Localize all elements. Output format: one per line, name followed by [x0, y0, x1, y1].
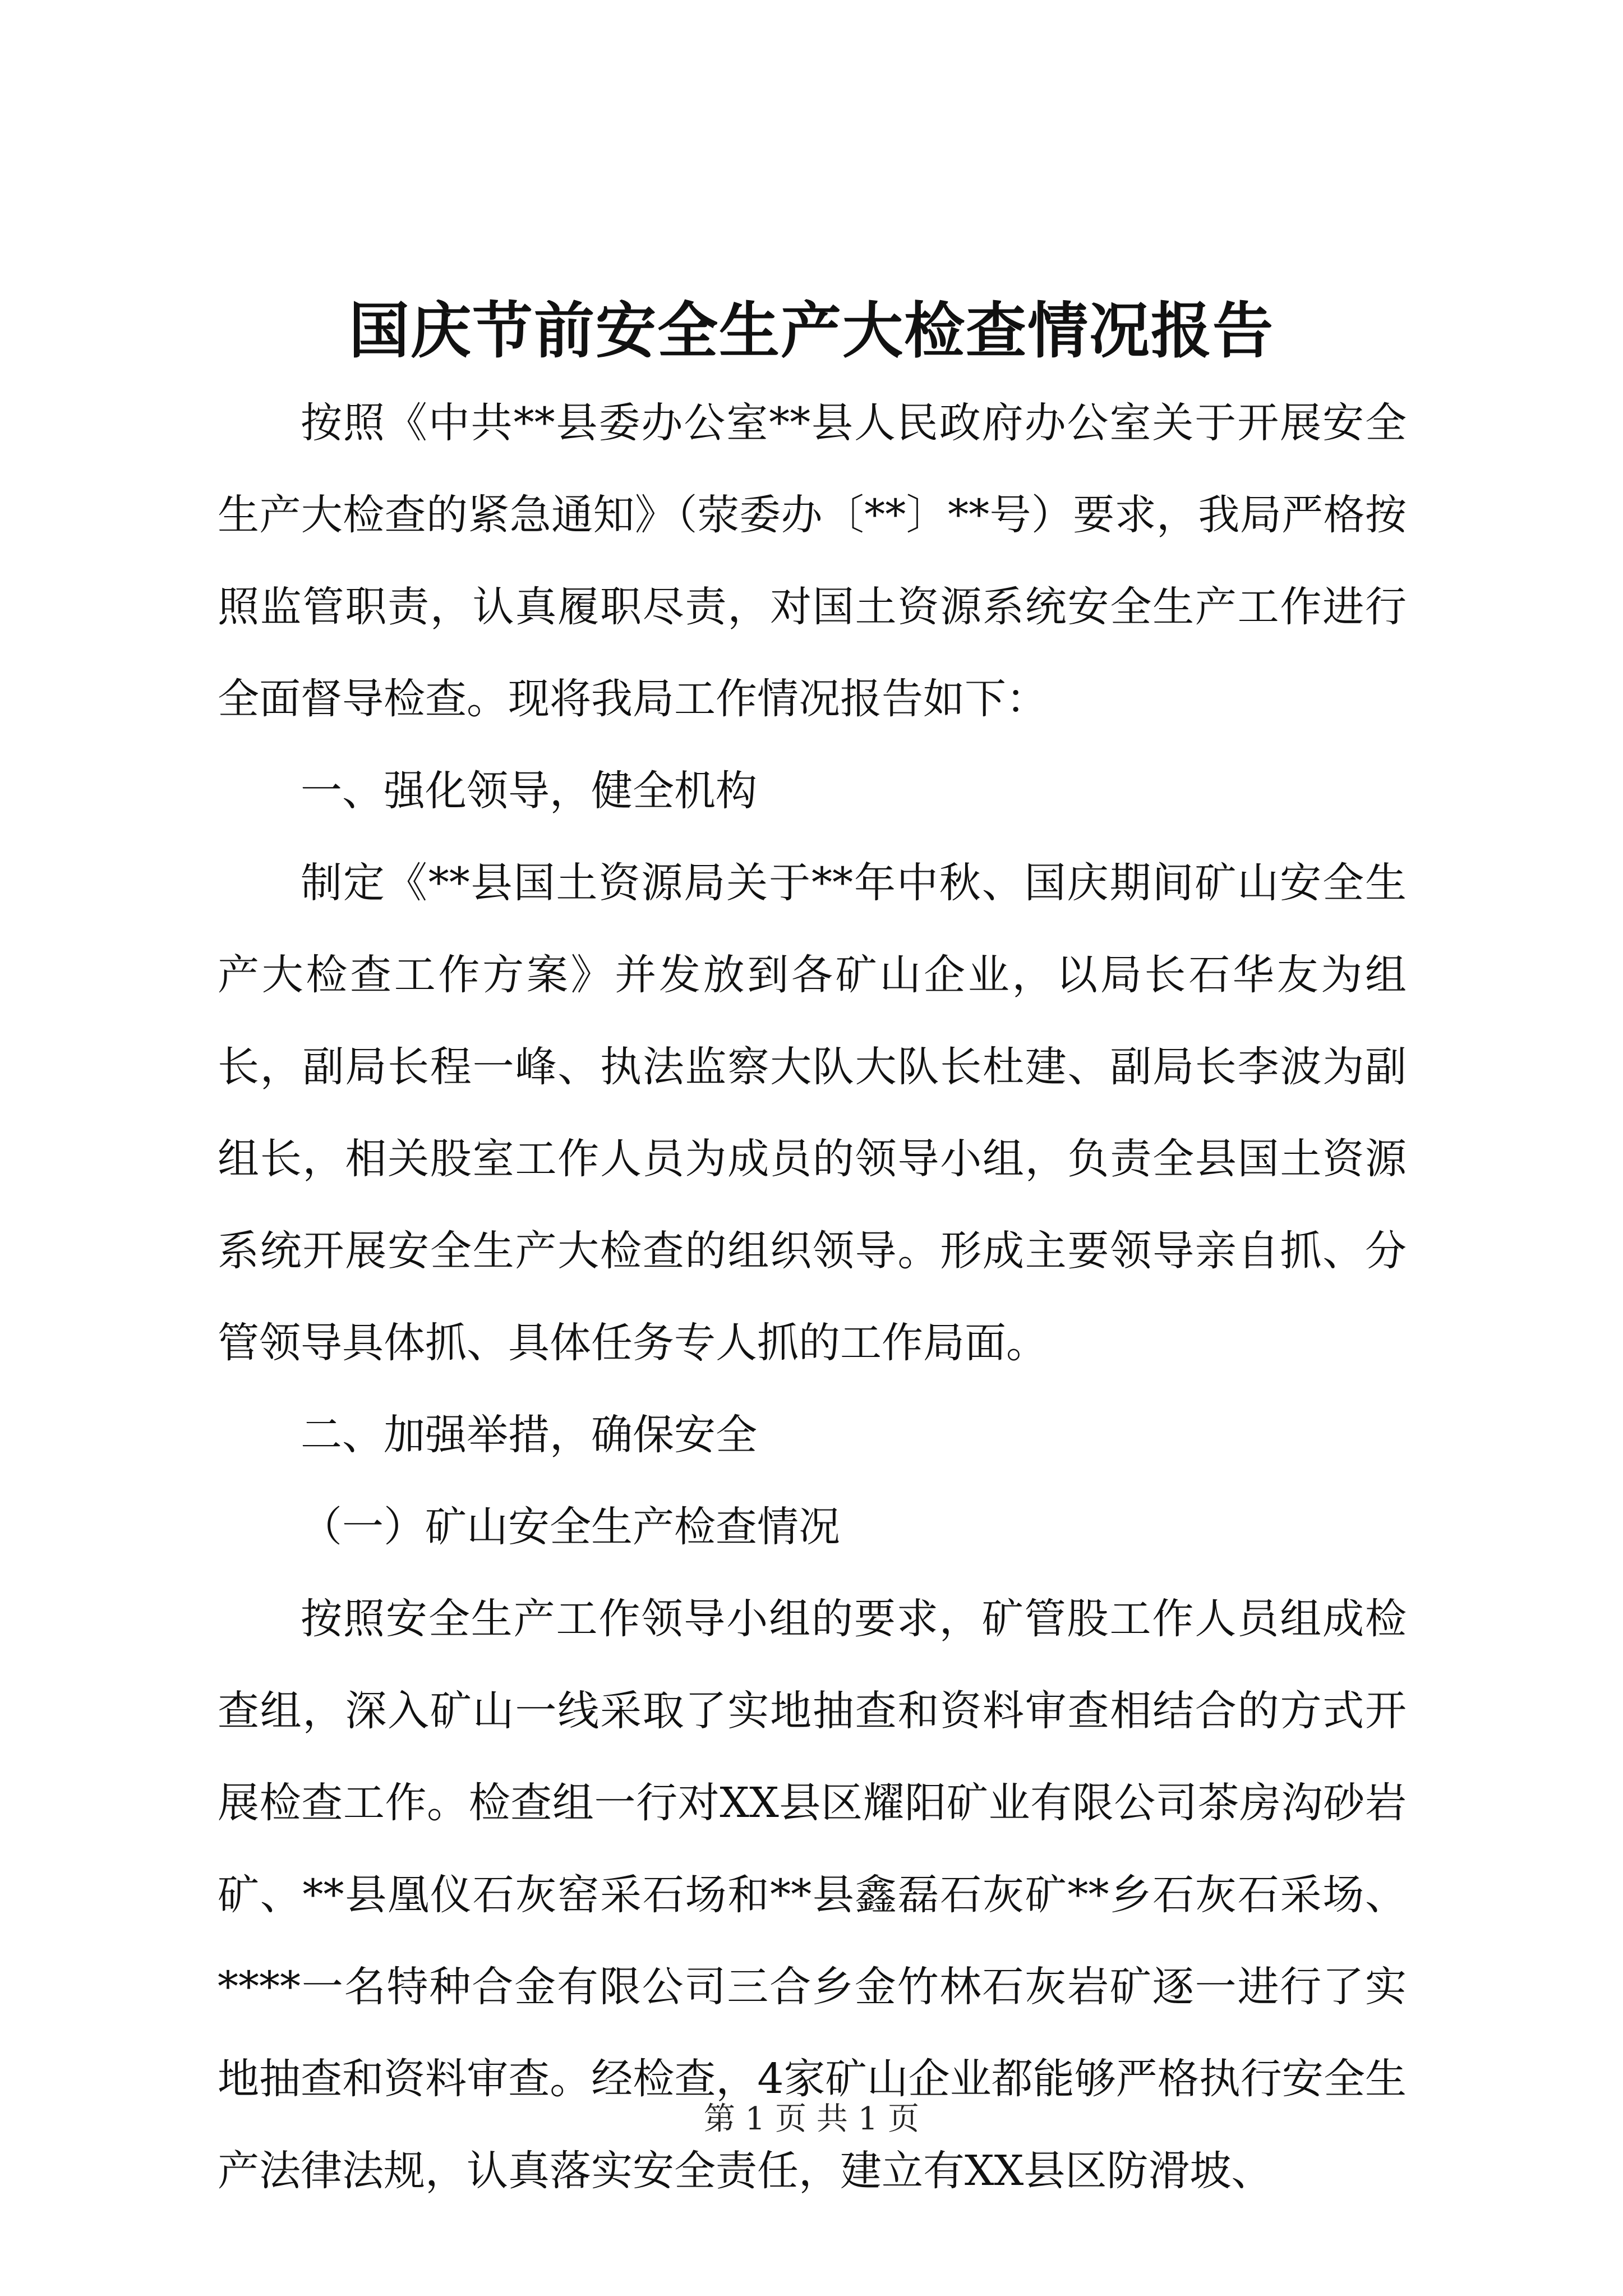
- paragraph-section-1: 制定《**县国土资源局关于**年中秋、国庆期间矿山安全生产大检查工作方案》并发放到各矿山企业，以局长石华友为组长，副局长程一峰、执法监察大队大队长杜建、副局长李波为副组长，相关股室工作人员为成员的领导小组，负责全县国土资源系统开展安全生产大检查的组织领导。形成主要领导亲自抓、分管领导具体抓、具体任务专人抓的工作局面。: [218, 859, 1407, 1367]
- section-heading-1: 一、强化领导，健全机构: [301, 767, 757, 815]
- paragraph-intro: 按照《中共**县委办公室**县人民政府办公室关于开展安全生产大检查的紧急通知》（荥委办〔**〕**号）要求，我局严格按照监管职责，认真履职尽责，对国土资源系统安全生产工作进行全面督导检查。现将我局工作情况报告如下：: [218, 399, 1407, 723]
- subsection-heading-1: （一）矿山安全生产检查情况: [301, 1503, 840, 1551]
- page-footer: 第 1 页 共 1 页: [703, 2101, 920, 2137]
- section-heading-2: 二、加强举措，确保安全: [301, 1411, 757, 1459]
- paragraph-subsection-1: 按照安全生产工作领导小组的要求，矿管股工作人员组成检查组，深入矿山一线采取了实地抽查和资料审查相结合的方式开展检查工作。检查组一行对XX县区耀阳矿业有限公司茶房沟砂岩矿、**县凰仪石灰窑采石场和**县鑫磊石灰矿**乡石灰石采场、****一名特种合金有限公司三合乡金竹林石灰岩矿逐一进行了实地抽查和资料审查。经检查，4家矿山企业都能够严格执行安全生产法律法规，认真落实安全责任，建立有XX县区防滑坡、: [218, 1595, 1407, 2195]
- document-body: [218, 377, 1407, 2217]
- document-title: 国庆节前安全生产大检查情况报告: [348, 296, 1274, 366]
